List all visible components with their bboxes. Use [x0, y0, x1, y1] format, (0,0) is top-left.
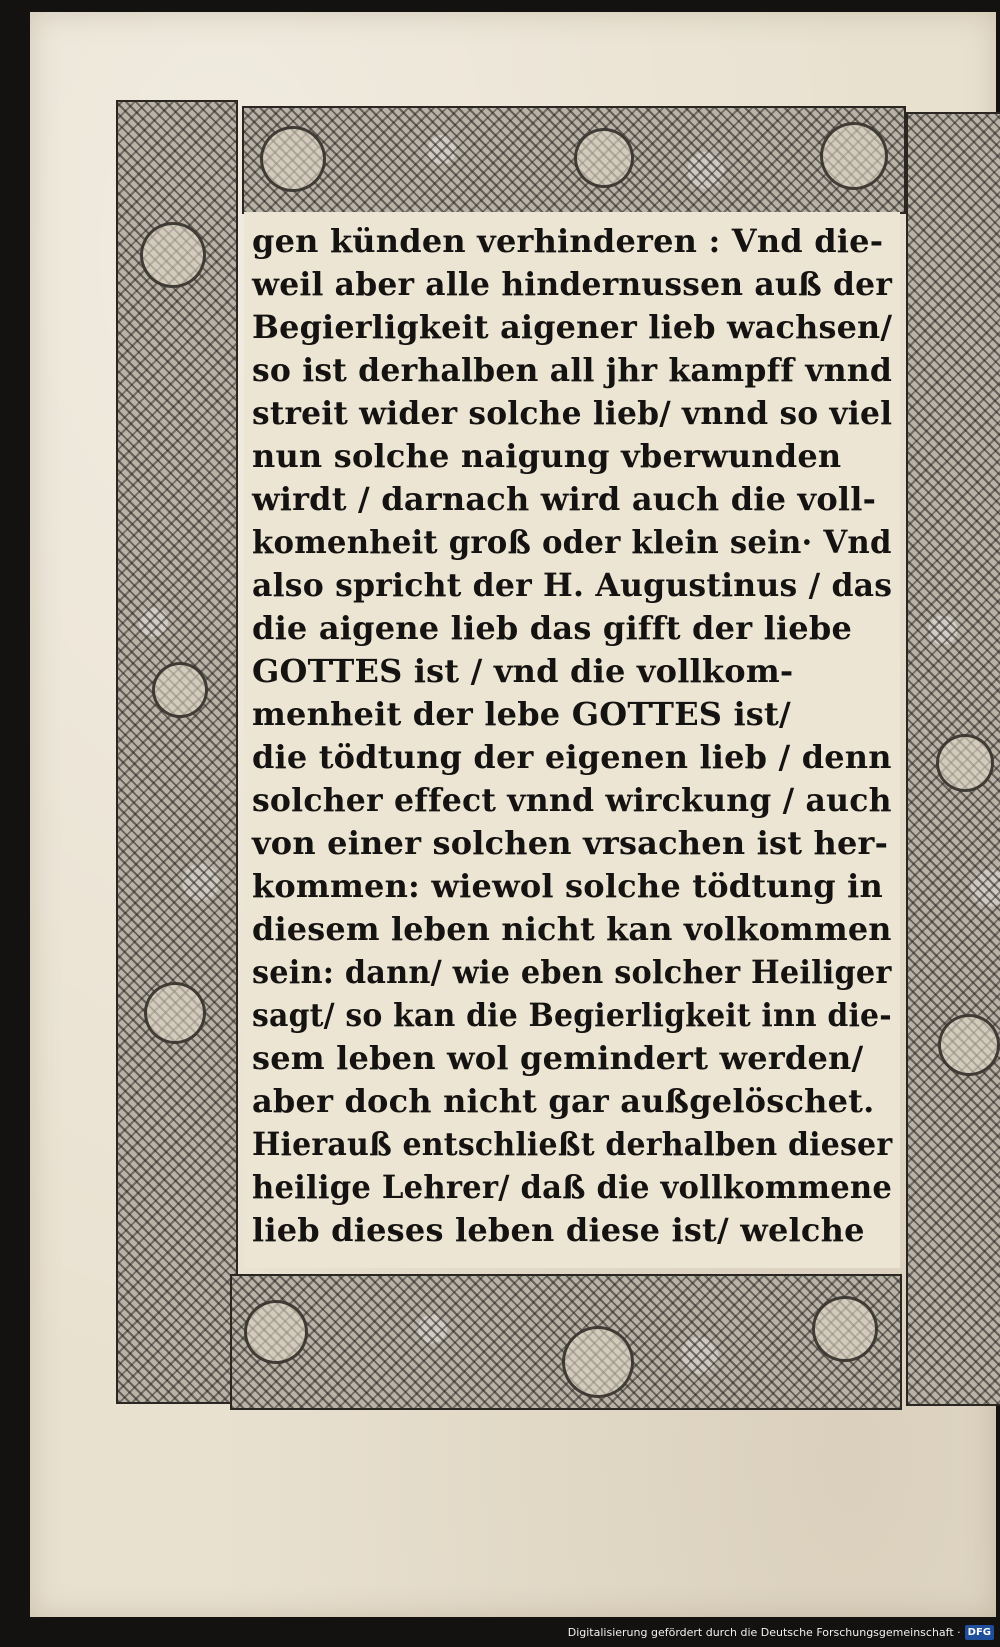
text-line: solcher effect vnnd wirckung / auch: [252, 781, 892, 819]
text-line: diesem leben nicht kan volkommen: [252, 910, 892, 948]
ornament-scroll: [574, 128, 634, 188]
text-line: sein: dann/ wie eben solcher Heiliger: [252, 953, 892, 991]
text-line: die tödtung der eigenen lieb / denn: [252, 738, 892, 776]
ornament-scroll: [152, 662, 208, 718]
text-line: Begierligkeit aigener lieb wachsen/: [252, 308, 893, 346]
text-line: also spricht der H. Augustinus / das: [252, 566, 893, 604]
text-line: aber doch nicht gar außgelöschet.: [252, 1082, 875, 1120]
text-line: die aigene lieb das gifft der liebe: [252, 609, 852, 647]
text-line: sagt/ so kan die Begierligkeit inn die-: [252, 996, 892, 1034]
text-line: nun solche naigung vberwunden: [252, 437, 842, 475]
text-line: komenheit groß oder klein sein· Vnd: [252, 523, 892, 561]
text-block: [244, 212, 900, 1268]
text-line: streit wider solche lieb/ vnnd so viel: [252, 394, 893, 432]
ornament-scroll: [140, 222, 206, 288]
ornament-scroll: [144, 982, 206, 1044]
woodcut-border-bottom: [230, 1274, 902, 1410]
ornament-scroll: [938, 1014, 1000, 1076]
woodcut-border-left: [116, 100, 238, 1404]
book-page: [30, 12, 996, 1617]
funding-footer: [568, 1621, 994, 1643]
text-line: so ist derhalben all jhr kampff vnnd: [252, 351, 893, 389]
ornament-scroll: [562, 1326, 634, 1398]
text-line: heilige Lehrer/ daß die vollkommene: [252, 1168, 893, 1206]
woodcut-border-right: [906, 112, 1000, 1406]
text-line: von einer solchen vrsachen ist her-: [252, 824, 889, 862]
text-line: menheit der lebe GOTTES ist/: [252, 695, 791, 733]
text-line: lieb dieses leben diese ist/ welche: [252, 1211, 865, 1249]
text-line: Hierauß entschließt derhalben dieser: [252, 1125, 893, 1163]
text-line: sem leben wol gemindert werden/: [252, 1039, 864, 1077]
dfg-logo: DFG: [965, 1625, 994, 1640]
text-line: GOTTES ist / vnd die vollkom-: [252, 652, 794, 690]
ornament-scroll: [820, 122, 888, 190]
text-line: gen künden verhinderen : Vnd die-: [252, 222, 884, 260]
ornament-scroll: [936, 734, 994, 792]
ornament-scroll: [244, 1300, 308, 1364]
text-line: wirdt / darnach wird auch die voll-: [252, 480, 877, 518]
funding-notice: Digitalisierung gefördert durch die Deutsche Forschungsgemeinschaft ·: [567, 1625, 961, 1639]
ornament-scroll: [812, 1296, 878, 1362]
woodcut-border-top: [242, 106, 906, 214]
text-line: weil aber alle hindernussen auß der: [252, 265, 893, 303]
text-line: kommen: wiewol solche tödtung in: [252, 867, 883, 905]
ornament-scroll: [260, 126, 326, 192]
